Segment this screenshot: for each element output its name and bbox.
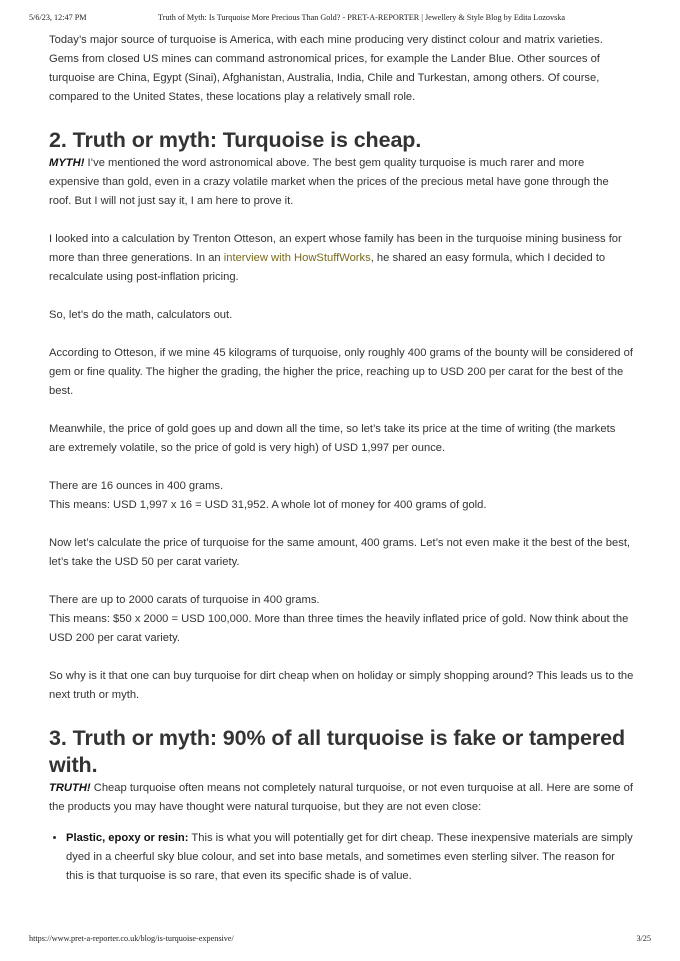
section-2-paragraph-8-line-2: This means: $50 x 2000 = USD 100,000. More than three times the heavily inflated price of gold. Now think about the USD 200 per carat variety. bbox=[49, 613, 629, 644]
section-2-paragraph-6-line-2: This means: USD 1,997 x 16 = USD 31,952. A whole lot of money for 400 grams of gold. bbox=[49, 499, 487, 511]
section-2-paragraph-1-text: I’ve mentioned the word astronomical above. The best gem quality turquoise is much rarer and more expensive than gold, even in a crazy volatile market when the prices of the precious metal have gone through the roof. But I will not just say it, I am here to prove it. bbox=[49, 157, 609, 207]
section-2-paragraph-2-after: , he shared an easy formula, which I decided to recalculate using post-inflation pricing. bbox=[49, 252, 606, 283]
fake-turquoise-list bbox=[49, 829, 634, 886]
intro-paragraph: Today’s major source of turquoise is America, with each mine producing very distinct colour and matrix varieties. Gems from closed US mines can command astronomical prices, for example the Lander Blue. Other sources of turquoise are China, Egypt (Sinai), Afghanistan, Australia, India, Chile and Turkestan, among others. Of course, compared to the United States, these locations play a relatively small role. bbox=[49, 34, 603, 103]
section-2-paragraph-1 bbox=[49, 154, 634, 211]
section-3-paragraph-1-text: Cheap turquoise often means not completely natural turquoise, or not even turquoise at all. Here are some of the products you may have thought were natural turquoise, but they are not even close: bbox=[49, 782, 633, 813]
section-2-paragraph-2-before: I looked into a calculation by Trenton Otteson, an expert whose family has been in the turquoise mining business for more than three generations. In an bbox=[49, 233, 622, 264]
section-2-paragraph-6-line-1: There are 16 ounces in 400 grams. bbox=[49, 480, 224, 492]
section-2-paragraph-9: So why is it that one can buy turquoise for dirt cheap when on holiday or simply shopping around? This leads us to the next truth or myth. bbox=[49, 670, 634, 701]
section-2-heading: 2. Truth or myth: Turquoise is cheap. bbox=[49, 128, 422, 152]
section-2-paragraph-8-line-1: There are up to 2000 carats of turquoise in 400 grams. bbox=[49, 594, 320, 606]
myth-label: MYTH! bbox=[49, 157, 85, 169]
list-item-text: This is what you will potentially get for dirt cheap. These inexpensive materials are simply dyed in a cheerful sky blue colour, and set into base metals, and sometimes even sterling silver. The reason for this is that turquoise is so rare, that even its specific shade is of value. bbox=[66, 832, 633, 882]
section-2-paragraph-3: So, let’s do the math, calculators out. bbox=[49, 309, 233, 321]
section-3-paragraph-1 bbox=[49, 779, 634, 817]
section-2-paragraph-2 bbox=[49, 230, 634, 287]
print-page-number: 3/25 bbox=[636, 934, 651, 943]
howstuffworks-interview-link[interactable]: interview with HowStuffWorks bbox=[223, 252, 371, 264]
print-url: https://www.pret-a-reporter.co.uk/blog/is-turquoise-expensive/ bbox=[29, 934, 234, 943]
print-date: 5/6/23, 12:47 PM bbox=[29, 13, 87, 22]
section-2-paragraph-5: Meanwhile, the price of gold goes up and down all the time, so let’s take its price at the time of writing (the markets are extremely volatile, so the price of gold is very high) of USD 1,997 per ounce. bbox=[49, 423, 616, 454]
section-2-paragraph-4: According to Otteson, if we mine 45 kilograms of turquoise, only roughly 400 grams of the bounty will be considered of gem or fine quality. The higher the grading, the higher the price, reaching up to USD 200 per carat for the best of the best. bbox=[49, 347, 633, 397]
section-3-heading: 3. Truth or myth: 90% of all turquoise is fake or tampered with. bbox=[49, 726, 626, 777]
list-item-term: Plastic, epoxy or resin: bbox=[66, 832, 189, 844]
section-2-paragraph-7: Now let’s calculate the price of turquoise for the same amount, 400 grams. Let’s not even make it the best of the best, let’s take the USD 50 per carat variety. bbox=[49, 537, 631, 568]
list-item bbox=[66, 829, 634, 886]
article-body bbox=[49, 31, 634, 886]
truth-label: TRUTH! bbox=[49, 782, 91, 794]
print-page-title: Truth of Myth: Is Turquoise More Precious Than Gold? - PRET-A-REPORTER | Jewellery & Style Blog by Edita Lozovska bbox=[158, 13, 566, 22]
